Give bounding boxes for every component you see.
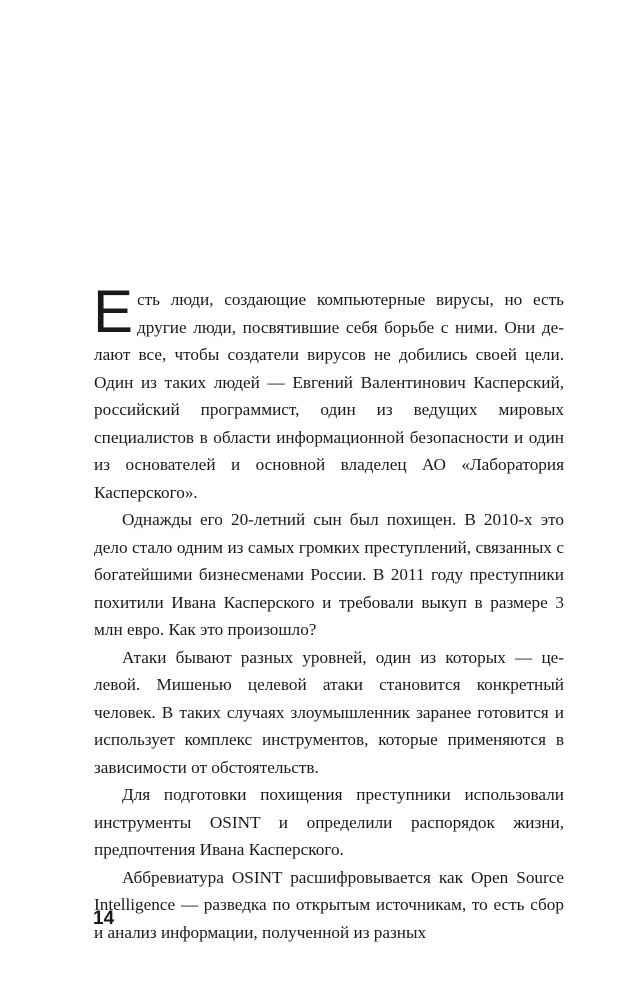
paragraph-3: Атаки бывают разных уровней, один из которых — целевой. Мишенью целевой атаки становится конкретный человек. В таких случаях злоумышленник заранее готовится и использует комплекс инструментов, которые применяются в зависимости от обстоятельств. [94, 647, 564, 777]
drop-cap-letter: Е [93, 278, 134, 345]
page-body-text [93, 278, 564, 946]
paragraph-1 [93, 278, 564, 506]
paragraph-4: Для подготовки похищения преступники использовали инструменты OSINT и определили распорядок жизни, предпочтения Ивана Касперского. [94, 785, 564, 859]
paragraph-1-text: сть люди, создающие компьютерные вирусы, но есть другие люди, посвятившие себя борьбе с ними. Они делают все, чтобы создатели вирусов не добились своей цели. Один из таких людей — Евгений Валентинович Касперский, российский программист, один из ведущих мировых специалистов в области информационной безопасности и один из основателей и основной владелец АО «Лаборатория Касперского». [94, 290, 564, 502]
paragraph-5: Аббревиатура OSINT расшифровывается как Open Source Intelligence — разведка по открытым источникам, то есть сбор и анализ информации, полученной из разных [94, 867, 564, 942]
paragraph-2: Однажды его 20-летний сын был похищен. В 2010-х это дело стало одним из самых громких преступлений, связанных с богатейшими бизнесменами России. В 2011 году преступники похитили Ивана Касперского и требовали выкуп в размере 3 млн евро. Как это произошло? [94, 510, 564, 639]
page-number: 14 [93, 908, 115, 929]
